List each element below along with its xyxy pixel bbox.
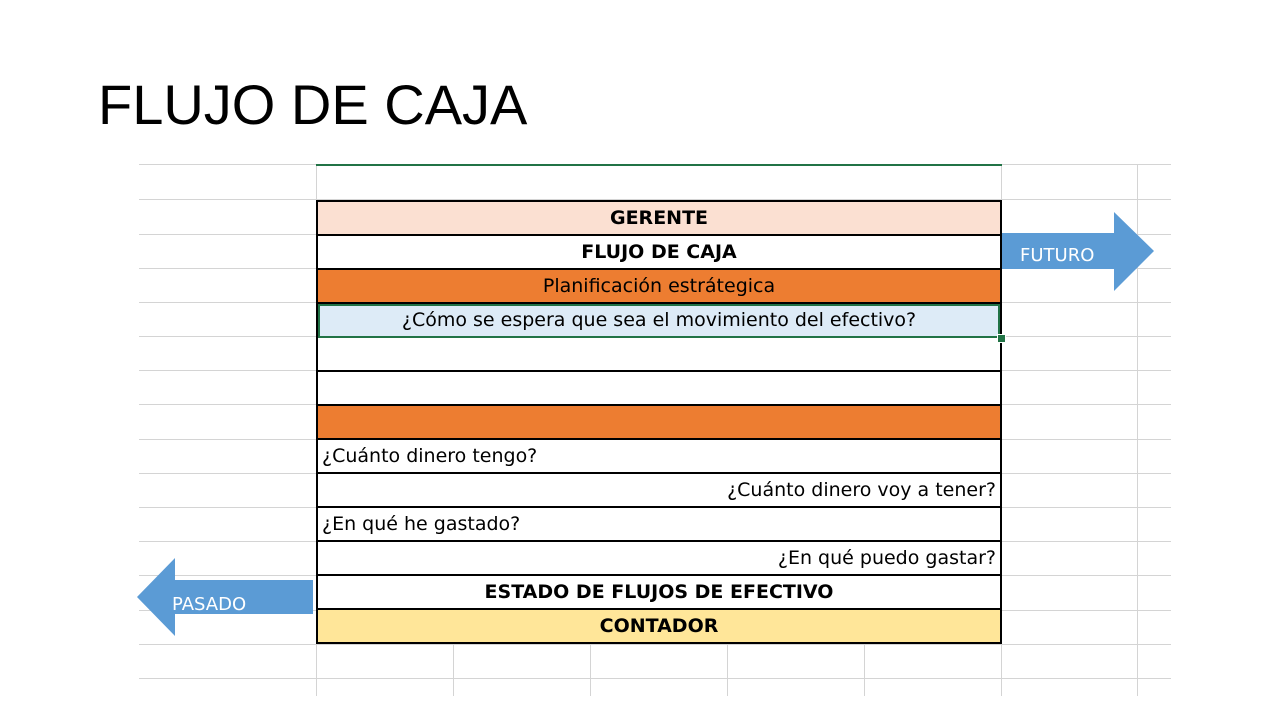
grid-line: [139, 678, 1171, 679]
grid-column-line: [590, 644, 591, 696]
grid-column-line: [864, 644, 865, 696]
fill-handle[interactable]: [997, 334, 1006, 343]
grid-column-line: [453, 644, 454, 696]
future-arrow-label: FUTURO: [1020, 245, 1095, 266]
table-row-flujo-de-caja[interactable]: FLUJO DE CAJA: [318, 236, 1000, 270]
column-selection-edge: [316, 164, 1002, 166]
table-row-estado-flujos[interactable]: ESTADO DE FLUJOS DE EFECTIVO: [318, 576, 1000, 610]
cash-flow-table: [316, 200, 1002, 644]
table-row-en-que-puedo-gastar[interactable]: ¿En qué puedo gastar?: [318, 542, 1000, 576]
table-row-empty[interactable]: [318, 372, 1000, 406]
table-row-contador[interactable]: CONTADOR: [318, 610, 1000, 644]
table-row-empty[interactable]: [318, 338, 1000, 372]
slide-title: FLUJO DE CAJA: [98, 73, 528, 136]
past-arrow-label: PASADO: [172, 594, 247, 615]
table-row-cuanto-dinero-voy-a-tener[interactable]: ¿Cuánto dinero voy a tener?: [318, 474, 1000, 508]
grid-line: [139, 644, 1171, 645]
table-row-orange-band[interactable]: [318, 406, 1000, 440]
table-row-selected-cell[interactable]: ¿Cómo se espera que sea el movimiento del efectivo?: [318, 304, 1000, 338]
grid-column-line: [727, 644, 728, 696]
table-row-cuanto-dinero-tengo[interactable]: ¿Cuánto dinero tengo?: [318, 440, 1000, 474]
table-row-gerente[interactable]: GERENTE: [318, 202, 1000, 236]
table-row-en-que-he-gastado[interactable]: ¿En qué he gastado?: [318, 508, 1000, 542]
table-row-planificacion[interactable]: Planificación estrátegica: [318, 270, 1000, 304]
